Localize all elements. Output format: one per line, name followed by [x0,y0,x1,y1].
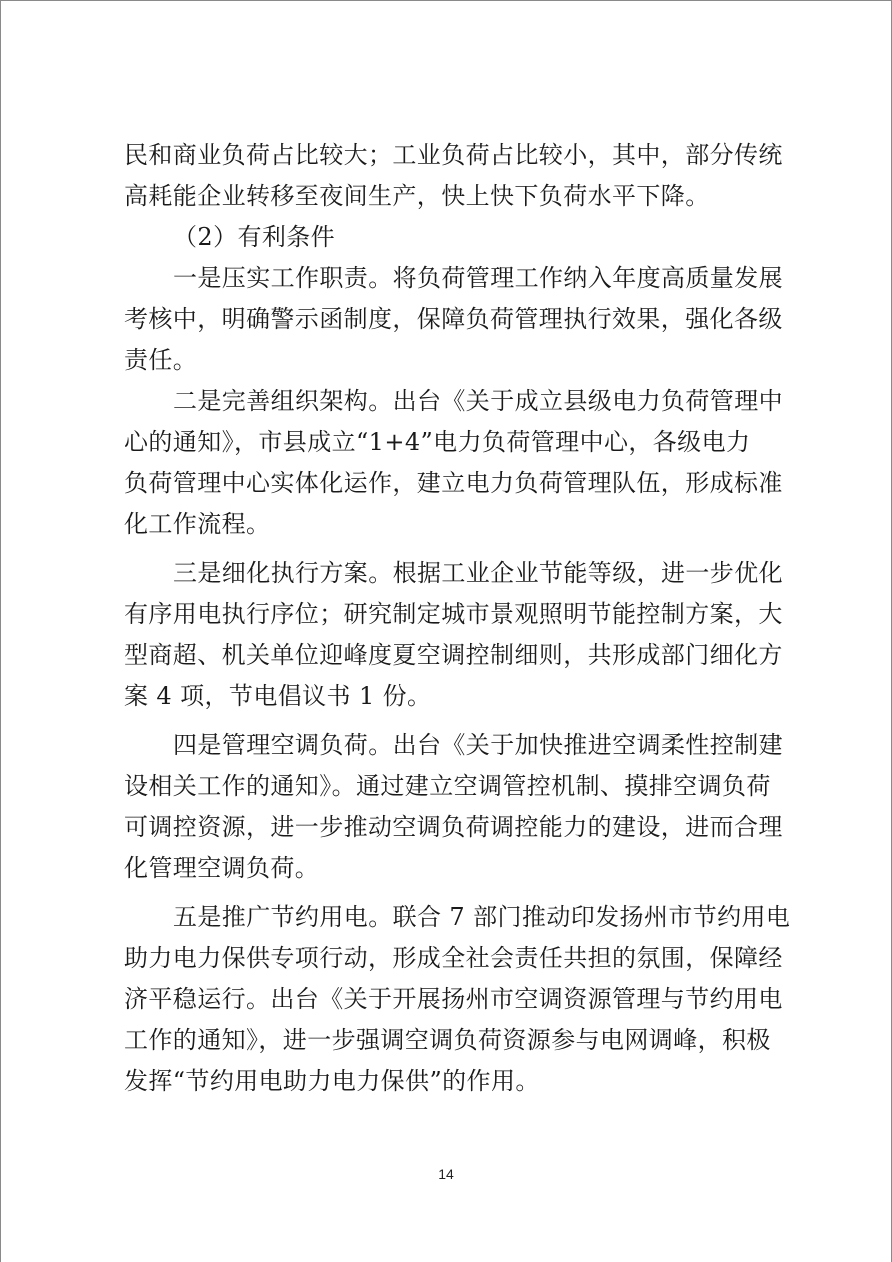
text-line: 化工作流程。 [124,510,271,538]
page-number: 14 [438,1166,454,1182]
text-line: 五是推广节约用电。联合 7 部门推动印发扬州市节约用电 [173,903,791,931]
text-line: 设相关工作的通知》。通过建立空调管控机制、摸排空调负荷 [124,772,771,800]
text-line: 可调控资源，进一步推动空调负荷调控能力的建设，进而合理 [124,813,783,841]
text-line: 案 4 项，节电倡议书 1 份。 [124,682,432,710]
section-heading: （2）有利条件 [173,223,336,251]
text-line: 责任。 [124,346,198,374]
text-line: 四是管理空调负荷。出台《关于加快推进空调柔性控制建 [173,731,783,759]
text-line: 高耗能企业转移至夜间生产，快上快下负荷水平下降。 [124,182,710,210]
text-line: 民和商业负荷占比较大；工业负荷占比较小，其中，部分传统 [124,141,783,169]
text-line: 化管理空调负荷。 [124,854,320,882]
text-line: 一是压实工作职责。将负荷管理工作纳入年度高质量发展 [173,264,783,292]
text-line: 负荷管理中心实体化运作，建立电力负荷管理队伍，形成标准 [124,469,783,497]
text-line: 考核中，明确警示函制度，保障负荷管理执行效果，强化各级 [124,305,783,333]
text-line: 型商超、机关单位迎峰度夏空调控制细则，共形成部门细化方 [124,641,783,669]
text-line: 发挥“节约用电助力电力保供”的作用。 [124,1067,540,1095]
text-line: 心的通知》，市县成立“1+4”电力负荷管理中心，各级电力 [124,428,751,456]
text-line: 有序用电执行序位；研究制定城市景观照明节能控制方案，大 [124,600,783,628]
text-line: 助力电力保供专项行动，形成全社会责任共担的氛围，保障经 [124,944,783,972]
text-line: 三是细化执行方案。根据工业企业节能等级，进一步优化 [173,559,783,587]
text-line: 工作的通知》，进一步强调空调负荷资源参与电网调峰，积极 [124,1026,771,1054]
text-line: 济平稳运行。出台《关于开展扬州市空调资源管理与节约用电 [124,985,783,1013]
text-line: 二是完善组织架构。出台《关于成立县级电力负荷管理中 [173,387,783,415]
